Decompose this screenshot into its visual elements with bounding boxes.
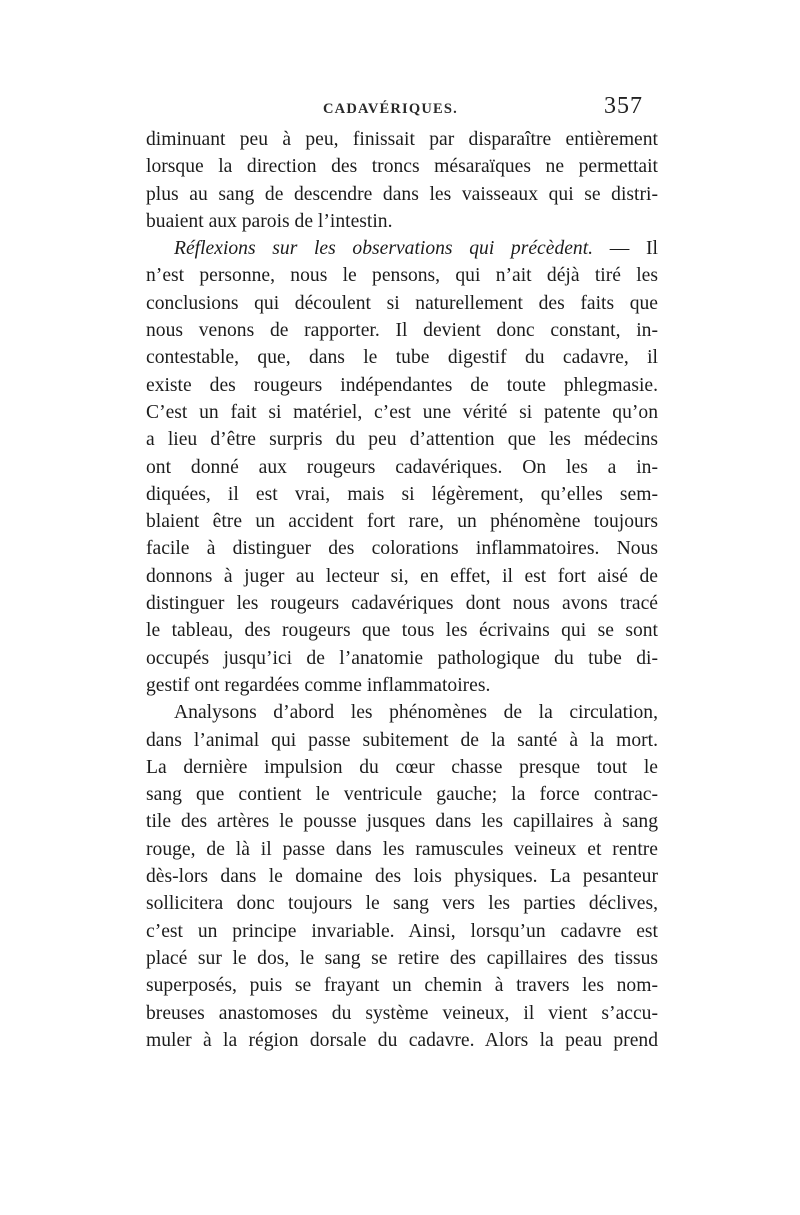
text-line: conclusions qui découlent si naturellement des faits que (146, 292, 658, 314)
text-line-continuation: — Il (609, 238, 658, 260)
text-line: dans l’animal qui passe subitement de la santé à la mort. (146, 729, 658, 751)
page-number: 357 (604, 93, 643, 119)
text-line: existe des rougeurs indépendantes de toute phlegmasie. (146, 374, 658, 396)
text-line: placé sur le dos, le sang se retire des capillaires des tissus (146, 947, 658, 969)
text-line: plus au sang de descendre dans les vaisseaux qui se distri- (146, 183, 658, 205)
text-line: C’est un fait si matériel, c’est une vérité si patente qu’on (146, 401, 658, 423)
text-line: ont donné aux rougeurs cadavériques. On les a in- (146, 456, 658, 478)
text-line: lorsque la direction des troncs mésaraïques ne permettait (146, 156, 658, 178)
text-line: nous venons de rapporter. Il devient donc constant, in- (146, 320, 658, 342)
text-line: n’est personne, nous le pensons, qui n’ait déjà tiré les (146, 265, 658, 287)
text-line: le tableau, des rougeurs que tous les écrivains qui se sont (146, 620, 658, 642)
running-head (0, 93, 800, 123)
text-line: donnons à juger au lecteur si, en effet, il est fort aisé de (146, 565, 658, 587)
text-line: sollicitera donc toujours le sang vers les parties déclives, (146, 893, 658, 915)
text-line: superposés, puis se frayant un chemin à travers les nom- (146, 975, 658, 997)
text-line: occupés jusqu’ici de l’anatomie pathologique du tube di- (146, 647, 658, 669)
text-line: contestable, que, dans le tube digestif du cadavre, il (146, 347, 658, 369)
text-line: dès-lors dans le domaine des lois physiques. La pesanteur (146, 866, 658, 888)
text-line: facile à distinguer des colorations inflammatoires. Nous (146, 538, 658, 560)
text-line: sang que contient le ventricule gauche; la force contrac- (146, 784, 658, 806)
text-line: c’est un principe invariable. Ainsi, lorsqu’un cadavre est (146, 920, 658, 942)
text-line: La dernière impulsion du cœur chasse presque tout le (146, 756, 658, 778)
text-line: buaient aux parois de l’intestin. (146, 210, 393, 232)
text-line: rouge, de là il passe dans les ramuscules veineux et rentre (146, 838, 658, 860)
text-line: blaient être un accident fort rare, un phénomène toujours (146, 511, 658, 533)
section-heading-italic: Réflexions sur les observations qui précèdent. (174, 238, 594, 260)
text-line: muler à la région dorsale du cadavre. Alors la peau prend (146, 1029, 658, 1051)
text-line: distinguer les rougeurs cadavériques dont nous avons tracé (146, 593, 658, 615)
text-line: a lieu d’être surpris du peu d’attention que les médecins (146, 429, 658, 451)
running-title: CADAVÉRIQUES. (323, 101, 458, 117)
text-line: diquées, il est vrai, mais si légèrement, qu’elles sem- (146, 483, 658, 505)
body-text (146, 126, 658, 1054)
text-line: breuses anastomoses du système veineux, il vient s’accu- (146, 1002, 658, 1024)
text-line: tile des artères le pousse jusques dans les capillaires à sang (146, 811, 658, 833)
text-line: gestif ont regardées comme inflammatoires. (146, 674, 491, 696)
text-line: diminuant peu à peu, finissait par disparaître entièrement (146, 129, 658, 150)
paragraph-start-line (146, 235, 658, 262)
paragraph-start-line: Analysons d’abord les phénomènes de la circulation, (174, 702, 658, 724)
